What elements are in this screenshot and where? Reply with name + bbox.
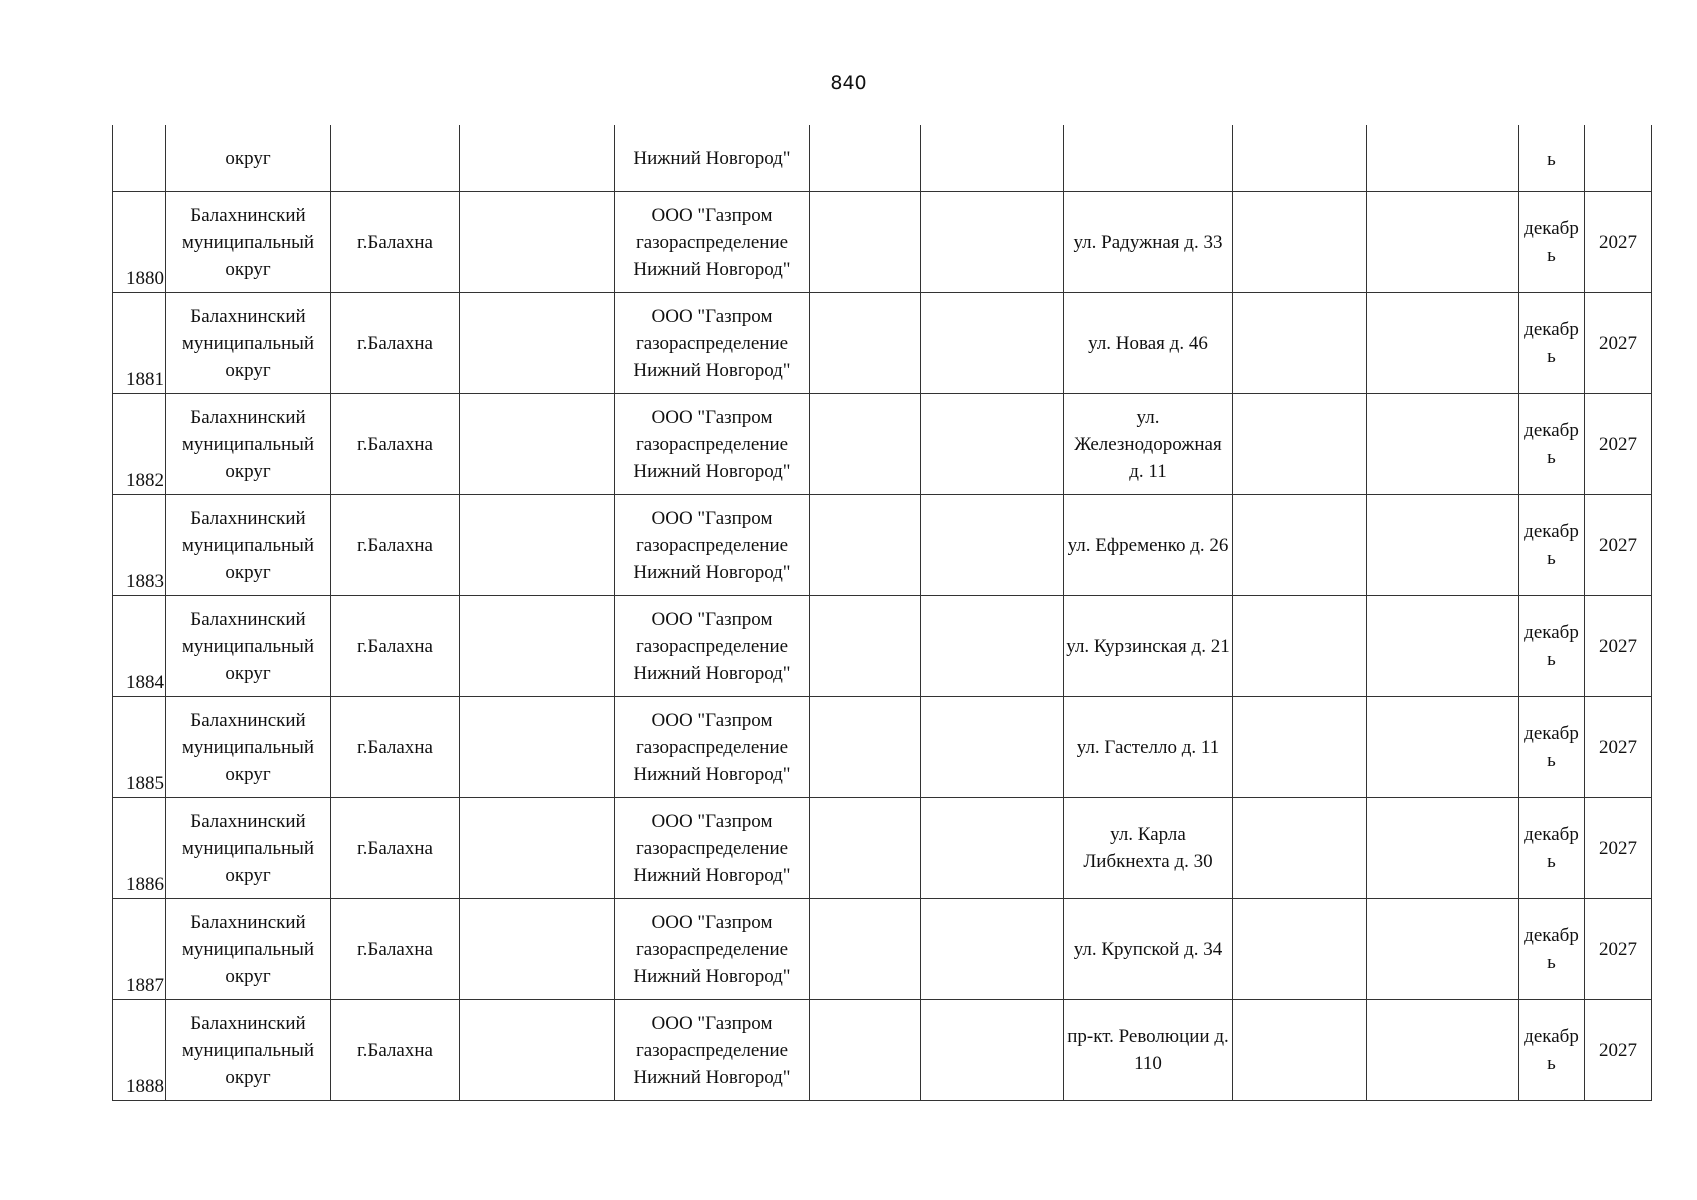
month-part-1: декабр — [1524, 925, 1579, 946]
cell-empty — [1233, 899, 1367, 1000]
cell-operator: ООО "Газпром газораспределение Нижний Новгород" — [615, 697, 810, 798]
cell-empty — [460, 192, 615, 293]
cell-address: ул. Новая д. 46 — [1064, 293, 1233, 394]
cell-month — [1519, 495, 1585, 596]
continuation-row — [113, 125, 1652, 192]
month-part-2: ь — [1547, 1053, 1556, 1074]
cell-month — [1519, 697, 1585, 798]
cell-city: г.Балахна — [331, 293, 460, 394]
cell-city: г.Балахна — [331, 899, 460, 1000]
cell-empty — [460, 293, 615, 394]
cell-district: Балахнинский муниципальный округ — [166, 596, 331, 697]
table-row — [113, 293, 1652, 394]
cell-year: 2027 — [1585, 192, 1652, 293]
cell-year: 2027 — [1585, 798, 1652, 899]
cell-operator: ООО "Газпром газораспределение Нижний Новгород" — [615, 798, 810, 899]
cell-empty — [810, 1000, 921, 1101]
cell-year: 2027 — [1585, 697, 1652, 798]
cell-district: Балахнинский муниципальный округ — [166, 495, 331, 596]
table-row — [113, 192, 1652, 293]
cell-empty — [1367, 1000, 1519, 1101]
cell-operator: ООО "Газпром газораспределение Нижний Новгород" — [615, 899, 810, 1000]
cell-empty — [1367, 798, 1519, 899]
month-part-2: ь — [1547, 952, 1556, 973]
cell-empty — [921, 125, 1064, 192]
cell-empty — [1367, 596, 1519, 697]
cell-empty — [810, 125, 921, 192]
cell-num: 1883 — [113, 495, 166, 596]
cell-num: 1880 — [113, 192, 166, 293]
cell-city: г.Балахна — [331, 394, 460, 495]
cell-num: 1885 — [113, 697, 166, 798]
cell-empty — [810, 697, 921, 798]
cell-month — [1519, 293, 1585, 394]
cell-city: г.Балахна — [331, 596, 460, 697]
cell-year: 2027 — [1585, 596, 1652, 697]
cell-empty — [921, 293, 1064, 394]
cell-empty — [1233, 495, 1367, 596]
cell-empty — [1367, 293, 1519, 394]
month-part-1: декабр — [1524, 824, 1579, 845]
month-part-2: ь — [1547, 548, 1556, 569]
cell-year: 2027 — [1585, 394, 1652, 495]
cell-address: ул. Ефременко д. 26 — [1064, 495, 1233, 596]
cell-empty — [1367, 394, 1519, 495]
cell-district: Балахнинский муниципальный округ — [166, 697, 331, 798]
month-part-1: декабр — [1524, 723, 1579, 744]
cell-empty — [1233, 125, 1367, 192]
cell-city: г.Балахна — [331, 495, 460, 596]
cell-city: г.Балахна — [331, 798, 460, 899]
cell-empty — [810, 798, 921, 899]
cell-month — [1519, 394, 1585, 495]
month-part-1: декабр — [1524, 1026, 1579, 1047]
cell-month — [1519, 596, 1585, 697]
cell-city: г.Балахна — [331, 192, 460, 293]
cell-city: г.Балахна — [331, 697, 460, 798]
cell-month — [1519, 899, 1585, 1000]
registry-table — [112, 125, 1652, 1101]
cell-num — [113, 125, 166, 192]
cell-num: 1887 — [113, 899, 166, 1000]
cell-empty — [810, 293, 921, 394]
cell-empty — [1233, 596, 1367, 697]
cell-year: 2027 — [1585, 1000, 1652, 1101]
cell-num: 1882 — [113, 394, 166, 495]
cell-year: 2027 — [1585, 899, 1652, 1000]
cell-operator: ООО "Газпром газораспределение Нижний Новгород" — [615, 192, 810, 293]
cell-operator: ООО "Газпром газораспределение Нижний Новгород" — [615, 293, 810, 394]
cell-empty — [921, 798, 1064, 899]
cell-empty — [1367, 899, 1519, 1000]
cell-empty — [460, 1000, 615, 1101]
cell-empty — [1367, 495, 1519, 596]
cell-empty — [1233, 293, 1367, 394]
month-part-2: ь — [1547, 750, 1556, 771]
cell-address: ул. Гастелло д. 11 — [1064, 697, 1233, 798]
cell-empty — [1367, 697, 1519, 798]
month-part-1: декабр — [1524, 218, 1579, 239]
month-part-2: ь — [1547, 649, 1556, 670]
cell-empty — [1233, 798, 1367, 899]
table-body — [113, 125, 1652, 1101]
cell-empty — [460, 394, 615, 495]
month-part-2: ь — [1547, 245, 1556, 266]
table-row — [113, 798, 1652, 899]
month-part-1: декабр — [1524, 521, 1579, 542]
cell-empty — [921, 192, 1064, 293]
cell-address: ул. Радужная д. 33 — [1064, 192, 1233, 293]
cell-address: ул. Крупской д. 34 — [1064, 899, 1233, 1000]
cell-operator: ООО "Газпром газораспределение Нижний Новгород" — [615, 495, 810, 596]
cell-year — [1585, 125, 1652, 192]
cell-city — [331, 125, 460, 192]
cell-operator: ООО "Газпром газораспределение Нижний Новгород" — [615, 1000, 810, 1101]
cell-empty — [1233, 1000, 1367, 1101]
table-row — [113, 394, 1652, 495]
cell-empty — [921, 697, 1064, 798]
cell-empty — [921, 596, 1064, 697]
cell-empty — [921, 899, 1064, 1000]
cell-address: ул. Железнодорожная д. 11 — [1064, 394, 1233, 495]
cell-empty — [1367, 192, 1519, 293]
cell-num: 1886 — [113, 798, 166, 899]
cell-empty — [921, 495, 1064, 596]
cell-address: ул. Карла Либкнехта д. 30 — [1064, 798, 1233, 899]
cell-empty — [460, 798, 615, 899]
month-part-2: ь — [1547, 851, 1556, 872]
cell-empty — [1233, 394, 1367, 495]
cell-city: г.Балахна — [331, 1000, 460, 1101]
cell-operator: ООО "Газпром газораспределение Нижний Новгород" — [615, 394, 810, 495]
month-part-1: декабр — [1524, 319, 1579, 340]
cell-district: Балахнинский муниципальный округ — [166, 394, 331, 495]
cell-address — [1064, 125, 1233, 192]
cell-empty — [921, 394, 1064, 495]
cell-operator: Нижний Новгород" — [615, 125, 810, 192]
cell-empty — [460, 125, 615, 192]
month-part-1: декабр — [1524, 622, 1579, 643]
cell-district: Балахнинский муниципальный округ — [166, 899, 331, 1000]
cell-empty — [810, 394, 921, 495]
cell-empty — [810, 899, 921, 1000]
cell-empty — [460, 899, 615, 1000]
cell-num: 1888 — [113, 1000, 166, 1101]
cell-month — [1519, 192, 1585, 293]
cell-empty — [460, 697, 615, 798]
table-row — [113, 697, 1652, 798]
cell-empty — [921, 1000, 1064, 1101]
cell-operator: ООО "Газпром газораспределение Нижний Новгород" — [615, 596, 810, 697]
cell-address: пр-кт. Революции д. 110 — [1064, 1000, 1233, 1101]
month-part-1: декабр — [1524, 420, 1579, 441]
cell-empty — [810, 192, 921, 293]
cell-empty — [460, 495, 615, 596]
cell-district: округ — [166, 125, 331, 192]
cell-empty — [460, 596, 615, 697]
cell-address: ул. Курзинская д. 21 — [1064, 596, 1233, 697]
cell-district: Балахнинский муниципальный округ — [166, 1000, 331, 1101]
cell-district: Балахнинский муниципальный округ — [166, 798, 331, 899]
cell-district: Балахнинский муниципальный округ — [166, 192, 331, 293]
cell-num: 1881 — [113, 293, 166, 394]
table-row — [113, 596, 1652, 697]
cell-empty — [1233, 192, 1367, 293]
table-row — [113, 1000, 1652, 1101]
cell-num: 1884 — [113, 596, 166, 697]
cell-district: Балахнинский муниципальный округ — [166, 293, 331, 394]
cell-month — [1519, 1000, 1585, 1101]
page-number: 840 — [830, 72, 867, 94]
cell-year: 2027 — [1585, 293, 1652, 394]
table-row — [113, 495, 1652, 596]
cell-empty — [810, 495, 921, 596]
cell-month: ь — [1519, 125, 1585, 192]
table-row — [113, 899, 1652, 1000]
cell-empty — [1233, 697, 1367, 798]
cell-empty — [1367, 125, 1519, 192]
cell-month — [1519, 798, 1585, 899]
cell-empty — [810, 596, 921, 697]
month-part-2: ь — [1547, 346, 1556, 367]
month-part-2: ь — [1547, 447, 1556, 468]
cell-year: 2027 — [1585, 495, 1652, 596]
